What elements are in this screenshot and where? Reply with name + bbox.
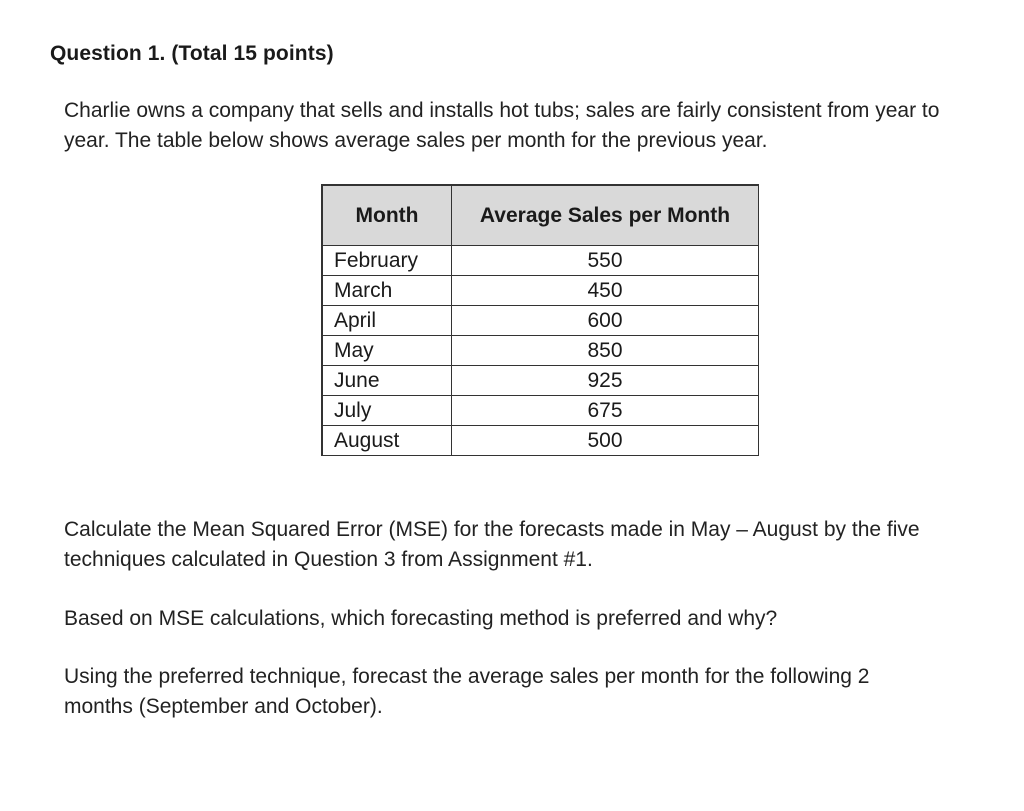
cell-sales: 450 (452, 276, 759, 306)
cell-month: July (322, 396, 452, 426)
cell-sales: 600 (452, 306, 759, 336)
table-row (322, 426, 759, 456)
table-row (322, 336, 759, 366)
cell-month: April (322, 306, 452, 336)
intro-paragraph: Charlie owns a company that sells and installs hot tubs; sales are fairly consistent from year to year. The table below shows average sales per month for the previous year. (64, 99, 940, 152)
question-title: Question 1. (Total 15 points) (50, 42, 334, 65)
cell-sales: 550 (452, 246, 759, 276)
cell-month: August (322, 426, 452, 456)
cell-sales: 675 (452, 396, 759, 426)
header-average-sales: Average Sales per Month (452, 185, 759, 246)
preferred-method-paragraph: Based on MSE calculations, which forecasting method is preferred and why? (64, 607, 778, 630)
mse-instruction-paragraph: Calculate the Mean Squared Error (MSE) for the forecasts made in May – August by the five techniques calculated in Question 3 from Assignment #1. (64, 518, 920, 571)
cell-sales: 850 (452, 336, 759, 366)
cell-month: March (322, 276, 452, 306)
cell-sales: 925 (452, 366, 759, 396)
header-month: Month (322, 185, 452, 246)
sales-table (321, 184, 759, 456)
table-row (322, 246, 759, 276)
cell-month: February (322, 246, 452, 276)
table-row (322, 366, 759, 396)
cell-month: May (322, 336, 452, 366)
table-row (322, 306, 759, 336)
forecast-paragraph: Using the preferred technique, forecast the average sales per month for the following 2 months (September and October). (64, 665, 870, 718)
table-header-row (322, 185, 759, 246)
cell-month: June (322, 366, 452, 396)
table-row (322, 396, 759, 426)
table-row (322, 276, 759, 306)
cell-sales: 500 (452, 426, 759, 456)
